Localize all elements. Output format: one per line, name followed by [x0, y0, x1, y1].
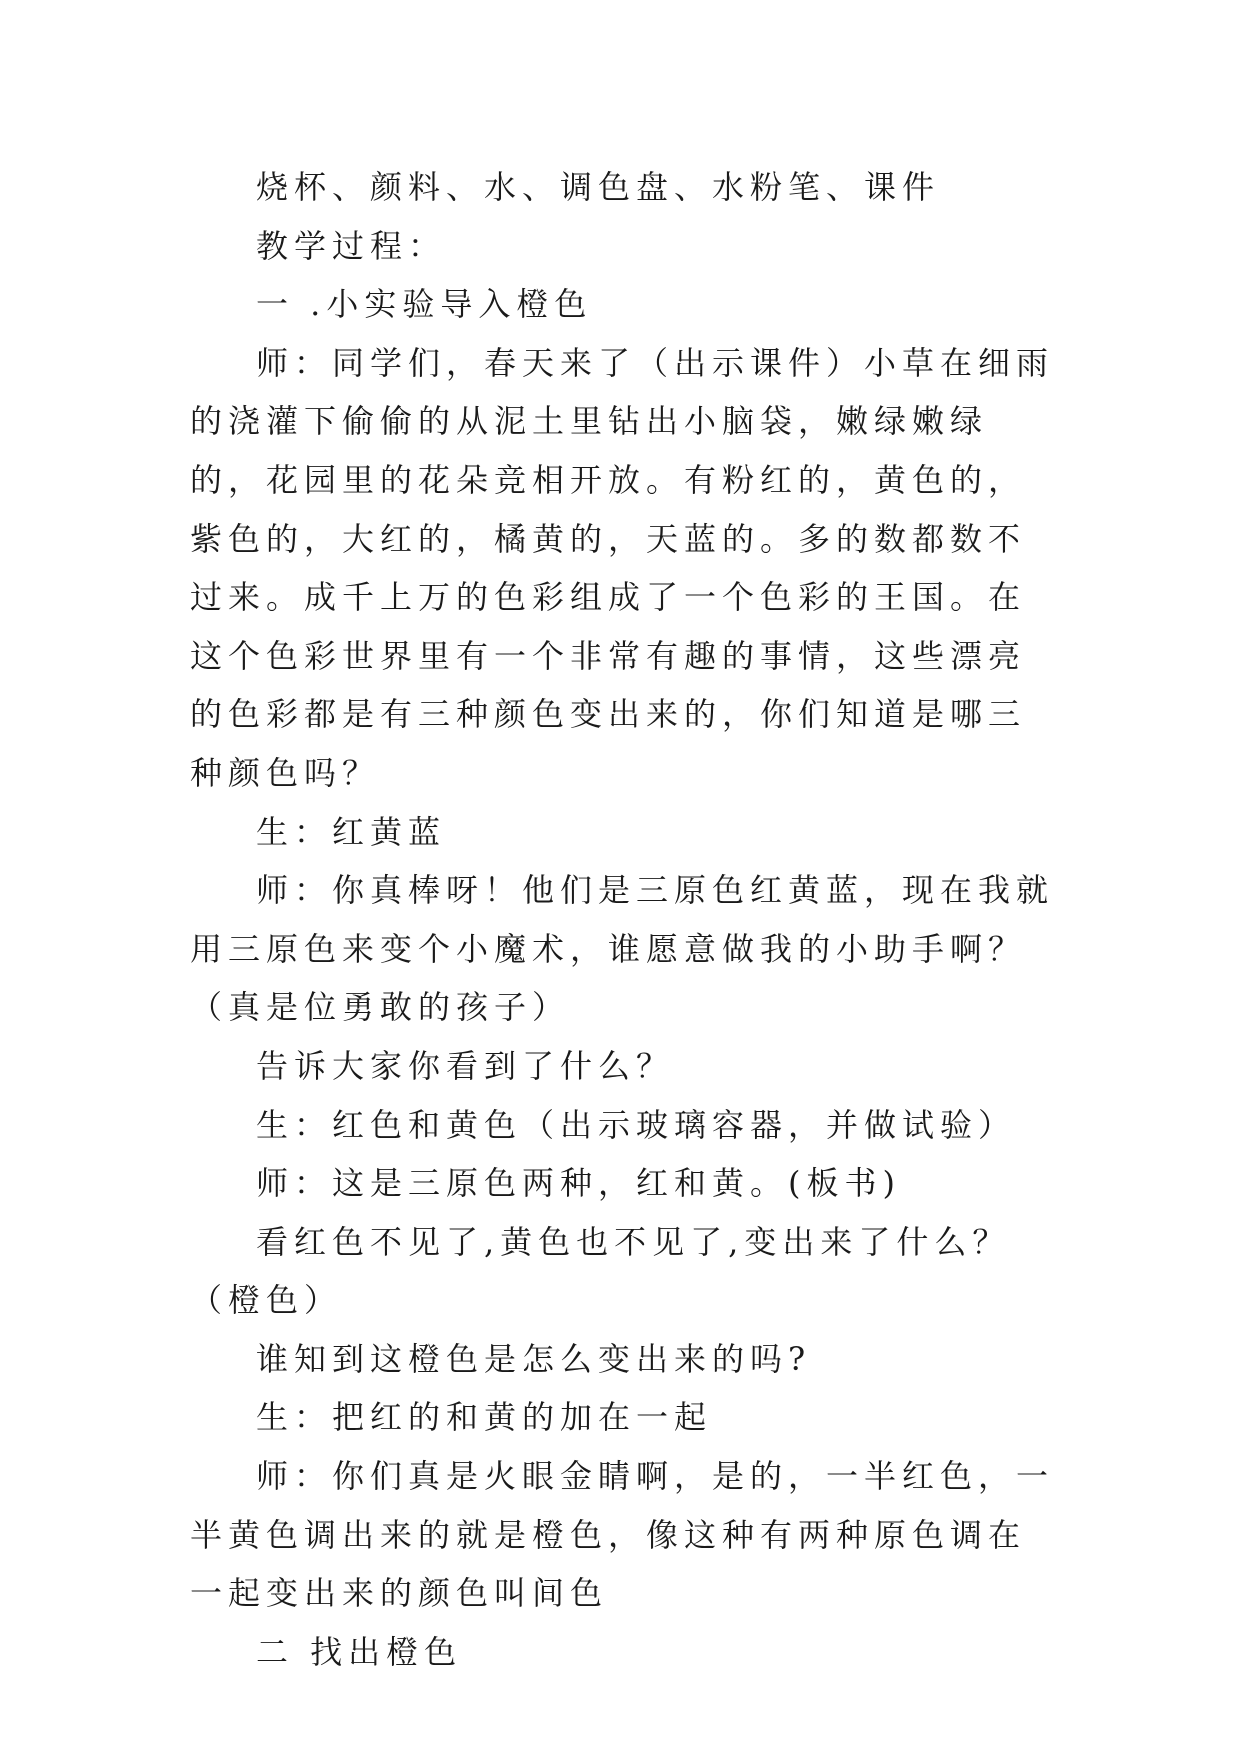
document-body: [190, 158, 1060, 1681]
paragraph-question-how-orange: 谁知到这橙色是怎么变出来的吗?: [256, 1339, 812, 1378]
paragraph-student-answer-primary-colors: 生：红黄蓝: [256, 812, 447, 851]
paragraph-orange-appears: 看红色不见了,黄色也不见了,变出来了什么？（橙色）: [190, 1222, 1011, 1320]
paragraph-section-two-heading: 二 找出橙色: [256, 1632, 463, 1671]
paragraph-materials: 烧杯、颜料、水、调色盘、水粉笔、课件: [256, 168, 941, 206]
paragraph-teaching-process-heading: 教学过程：: [256, 226, 447, 265]
paragraph-teacher-magic-trick: 师：你真棒呀！他们是三原色红黄蓝，现在我就用三原色来变个小魔术，谁愿意做我的小助手啊？（真是位勇敢的孩子）: [190, 871, 1055, 1027]
paragraph-section-one-heading: 一 .小实验导入橙色: [256, 285, 593, 324]
paragraph-teacher-secondary-color: 师：你们真是火眼金睛啊，是的，一半红色，一半黄色调出来的就是橙色，像这种有两种原色调在一起变出来的颜色叫间色: [190, 1457, 1055, 1613]
paragraph-question-what-see: 告诉大家你看到了什么？: [256, 1046, 675, 1085]
paragraph-teacher-two-primaries: 师：这是三原色两种，红和黄。(板书): [256, 1164, 901, 1203]
paragraph-student-mix-answer: 生：把红的和黄的加在一起: [256, 1398, 713, 1437]
paragraph-student-red-yellow: 生：红色和黄色（出示玻璃容器，并做试验）: [256, 1105, 1017, 1144]
paragraph-teacher-intro: 师：同学们，春天来了（出示课件）小草在细雨的浇灌下偷偷的从泥土里钻出小脑袋，嫩绿嫩绿的，花园里的花朵竞相开放。有粉红的，黄色的，紫色的，大红的，橘黄的，天蓝的。多的数都数不过来。成千上万的色彩组成了一个色彩的王国。在这个色彩世界里有一个非常有趣的事情，这些漂亮的色彩都是有三种颜色变出来的，你们知道是哪三种颜色吗？: [190, 343, 1055, 792]
